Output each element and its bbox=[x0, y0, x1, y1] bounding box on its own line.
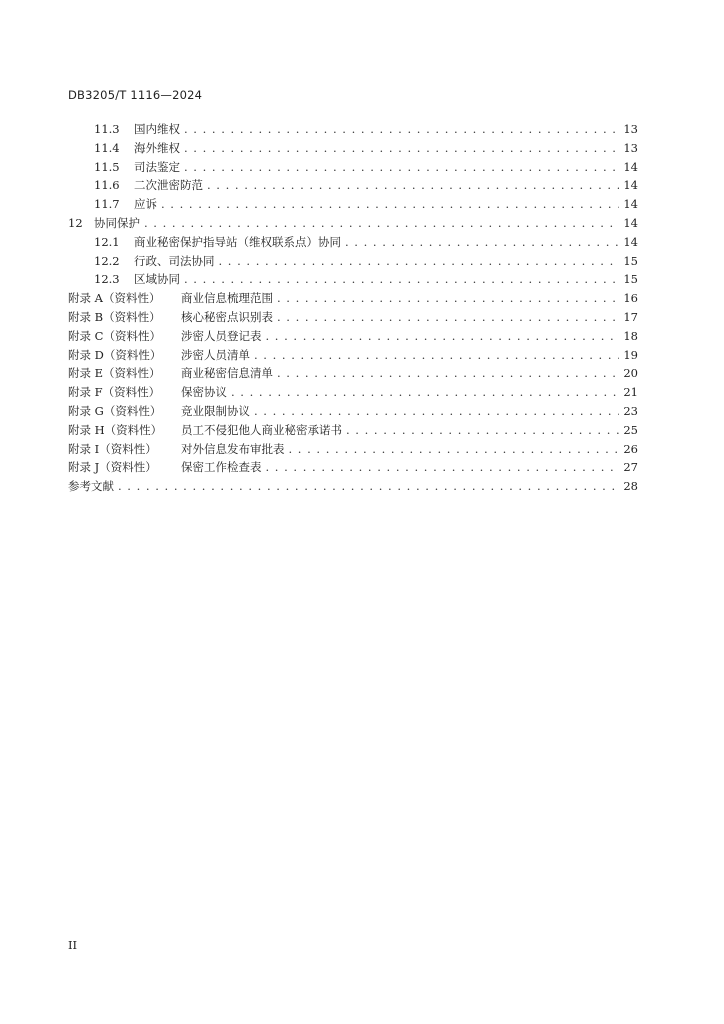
toc-entry[interactable] bbox=[68, 477, 638, 496]
toc-leader-dots bbox=[277, 289, 619, 308]
toc-entry-title: 司法鉴定 bbox=[134, 159, 180, 174]
toc-entry[interactable] bbox=[68, 195, 638, 214]
toc-entry-title: 核心秘密点识别表 bbox=[181, 309, 273, 324]
toc-entry-title: 海外维权 bbox=[134, 140, 180, 155]
toc-entry[interactable] bbox=[68, 458, 638, 477]
toc-entry-page: 25 bbox=[623, 422, 638, 437]
toc-entry-title: 区域协同 bbox=[134, 272, 180, 287]
toc-leader-dots bbox=[118, 477, 619, 496]
toc-entry-number: 11.3 bbox=[94, 122, 120, 136]
toc-entry-title: 参考文献 bbox=[68, 479, 114, 494]
toc-entry-title: 涉密人员登记表 bbox=[181, 328, 262, 343]
toc-entry-number: 附录 E（资料性） bbox=[68, 366, 161, 381]
toc-leader-dots bbox=[207, 176, 619, 195]
toc-leader-dots bbox=[219, 252, 620, 271]
toc-entry-title: 国内维权 bbox=[134, 122, 180, 136]
toc-entry-title: 员工不侵犯他人商业秘密承诺书 bbox=[181, 422, 342, 437]
toc-entry[interactable] bbox=[68, 346, 638, 365]
toc-leader-dots bbox=[277, 308, 619, 327]
toc-entry-title: 涉密人员清单 bbox=[181, 347, 250, 362]
toc-entry-page: 14 bbox=[623, 234, 638, 249]
toc-entry-number: 附录 A（资料性） bbox=[68, 291, 161, 306]
toc-entry-number: 附录 F（资料性） bbox=[68, 385, 161, 400]
toc-entry-number: 12 bbox=[68, 215, 83, 230]
toc-entry[interactable] bbox=[68, 176, 638, 195]
toc-entry-title: 对外信息发布审批表 bbox=[181, 441, 285, 456]
toc-entry-number: 11.4 bbox=[94, 140, 120, 155]
toc-leader-dots bbox=[345, 233, 619, 252]
toc-entry-title: 商业秘密保护指导站（维权联系点）协同 bbox=[134, 234, 341, 249]
toc-entry[interactable] bbox=[68, 252, 638, 271]
page-number: II bbox=[68, 938, 78, 952]
toc-entry-page: 20 bbox=[623, 366, 638, 381]
toc-entry-page: 18 bbox=[623, 328, 638, 343]
toc-entry-page: 21 bbox=[623, 385, 638, 400]
toc-entry[interactable] bbox=[68, 440, 638, 459]
toc-entry-page: 13 bbox=[623, 140, 638, 155]
toc-leader-dots bbox=[289, 440, 620, 459]
toc-entry-page: 14 bbox=[623, 215, 638, 230]
toc-entry-number: 附录 G（资料性） bbox=[68, 403, 162, 418]
toc-entry-number: 附录 H（资料性） bbox=[68, 422, 163, 437]
toc-entry-title: 保密工作检查表 bbox=[181, 460, 262, 475]
toc-entry-number: 附录 D（资料性） bbox=[68, 347, 162, 362]
toc-entry-page: 23 bbox=[623, 403, 638, 418]
toc-entry-title: 协同保护 bbox=[94, 215, 140, 230]
toc-entry[interactable] bbox=[68, 383, 638, 402]
toc-entry[interactable] bbox=[68, 233, 638, 252]
toc-entry-page: 17 bbox=[623, 309, 638, 324]
toc-entry-page: 15 bbox=[623, 272, 638, 287]
toc-entry-number: 11.7 bbox=[94, 197, 120, 212]
toc-entry-page: 14 bbox=[623, 197, 638, 212]
toc-entry-page: 14 bbox=[623, 159, 638, 174]
toc-leader-dots bbox=[184, 158, 619, 177]
toc-leader-dots bbox=[254, 402, 619, 421]
toc-entry-number: 附录 B（资料性） bbox=[68, 309, 161, 324]
toc-entry-number: 12.1 bbox=[94, 234, 120, 249]
toc-entry-number: 附录 J（资料性） bbox=[68, 460, 157, 475]
toc-entry-page: 16 bbox=[623, 291, 638, 306]
toc-entry-title: 商业信息梳理范围 bbox=[181, 291, 273, 306]
toc-entry-number: 附录 C（资料性） bbox=[68, 328, 161, 343]
toc-entry[interactable] bbox=[68, 289, 638, 308]
toc-leader-dots bbox=[346, 421, 619, 440]
toc-entry-title: 竞业限制协议 bbox=[181, 403, 250, 418]
toc-entry-page: 27 bbox=[623, 460, 638, 475]
toc-leader-dots bbox=[161, 195, 619, 214]
toc-leader-dots bbox=[277, 364, 619, 383]
toc-entry-page: 28 bbox=[623, 479, 638, 494]
toc-entry[interactable] bbox=[68, 364, 638, 383]
toc-entry-title: 商业秘密信息清单 bbox=[181, 366, 273, 381]
toc-leader-dots bbox=[266, 327, 620, 346]
toc-entry-title: 保密协议 bbox=[181, 385, 227, 400]
toc-leader-dots bbox=[184, 120, 619, 139]
toc-entry[interactable] bbox=[68, 214, 638, 233]
toc-leader-dots bbox=[144, 214, 619, 233]
toc-entry-number: 附录 I（资料性） bbox=[68, 441, 157, 456]
table-of-contents bbox=[68, 120, 638, 496]
toc-leader-dots bbox=[184, 270, 619, 289]
toc-entry-number: 11.6 bbox=[94, 178, 120, 193]
toc-entry[interactable] bbox=[68, 308, 638, 327]
document-code-header: DB3205/T 1116—2024 bbox=[68, 88, 203, 102]
toc-entry-number: 11.5 bbox=[94, 159, 120, 174]
toc-entry-page: 13 bbox=[623, 122, 638, 136]
toc-entry-number: 12.2 bbox=[94, 253, 120, 268]
toc-entry-number: 12.3 bbox=[94, 272, 120, 287]
toc-entry-page: 15 bbox=[623, 253, 638, 268]
toc-entry-title: 应诉 bbox=[134, 197, 157, 212]
toc-leader-dots bbox=[231, 383, 619, 402]
toc-leader-dots bbox=[184, 139, 619, 158]
toc-entry-page: 19 bbox=[623, 347, 638, 362]
toc-entry[interactable] bbox=[68, 120, 638, 139]
toc-entry-page: 26 bbox=[623, 441, 638, 456]
toc-entry[interactable] bbox=[68, 327, 638, 346]
toc-entry-title: 行政、司法协同 bbox=[134, 253, 215, 268]
toc-leader-dots bbox=[266, 458, 620, 477]
toc-entry[interactable] bbox=[68, 402, 638, 421]
toc-entry[interactable] bbox=[68, 158, 638, 177]
toc-entry[interactable] bbox=[68, 139, 638, 158]
toc-entry-page: 14 bbox=[623, 178, 638, 193]
toc-leader-dots bbox=[254, 346, 619, 365]
toc-entry-title: 二次泄密防范 bbox=[134, 178, 203, 193]
toc-entry[interactable] bbox=[68, 270, 638, 289]
toc-entry[interactable] bbox=[68, 421, 638, 440]
